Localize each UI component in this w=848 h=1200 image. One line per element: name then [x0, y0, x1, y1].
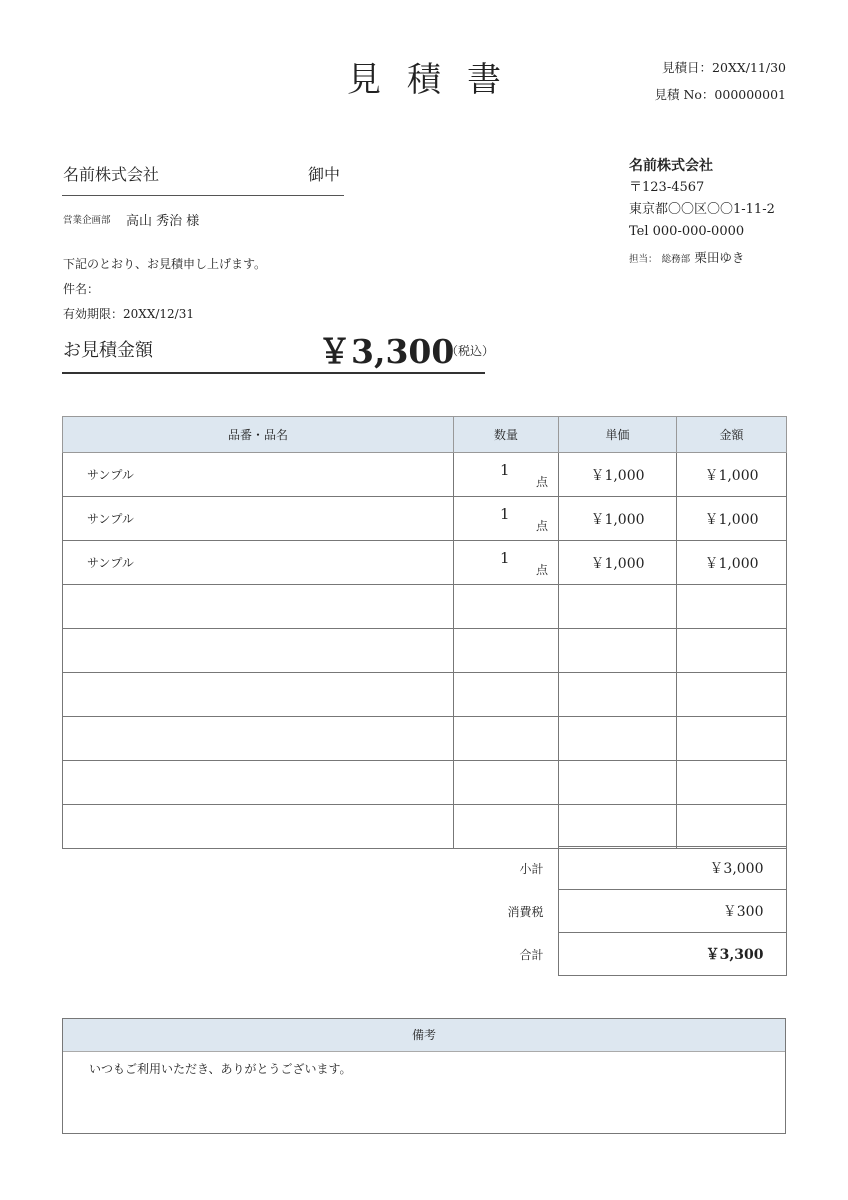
client-person: 高山 秀治 様 [126, 214, 200, 229]
item-unit-price: ￥1,000 [559, 453, 677, 497]
item-amount [677, 805, 787, 849]
issuer-staff [629, 247, 775, 271]
item-quantity-cell [454, 629, 559, 673]
total-tax-note: （税込） [446, 344, 495, 358]
validity [63, 305, 194, 322]
client-department: 営業企画部 [63, 215, 111, 226]
staff-label: 担当： [629, 254, 658, 265]
tax-row [62, 890, 786, 933]
item-quantity-cell [454, 673, 559, 717]
staff-department: 総務部 [661, 254, 691, 265]
header-quantity: 数量 [454, 417, 559, 453]
item-name [63, 629, 454, 673]
estimate-number-value: 000000001 [714, 87, 786, 102]
item-name [63, 673, 454, 717]
item-quantity-cell [454, 585, 559, 629]
remarks-box [62, 1018, 786, 1134]
estimate-date-value: 20XX/11/30 [712, 60, 786, 75]
item-name [63, 585, 454, 629]
estimate-date-label: 見積日： [662, 60, 713, 75]
table-row [63, 497, 787, 541]
issuer-company: 名前株式会社 [629, 158, 713, 174]
item-quantity-cell [454, 805, 559, 849]
item-quantity-cell [454, 453, 559, 497]
item-quantity-cell [454, 497, 559, 541]
item-quantity-cell [454, 761, 559, 805]
remarks-header: 備考 [63, 1019, 785, 1052]
item-unit-price: ￥1,000 [559, 497, 677, 541]
item-quantity: 1 [500, 461, 510, 479]
item-name: サンプル [63, 453, 454, 497]
table-row [63, 761, 787, 805]
item-amount [677, 761, 787, 805]
header-amount: 金額 [677, 417, 787, 453]
issuer-block [629, 155, 775, 271]
item-amount [677, 585, 787, 629]
item-name [63, 761, 454, 805]
item-unit: 点 [536, 475, 549, 489]
table-row [63, 453, 787, 497]
item-unit-price [559, 673, 677, 717]
staff-name: 栗田ゆき [694, 250, 745, 265]
item-name: サンプル [63, 497, 454, 541]
table-row [63, 585, 787, 629]
issuer-postal: 〒123-4567 [629, 180, 705, 195]
client-company: 名前株式会社 [63, 165, 160, 184]
tax-value: ￥300 [558, 890, 786, 933]
subject-label: 件名： [63, 282, 100, 296]
remarks-text: いつもご利用いただき、ありがとうございます。 [89, 1062, 352, 1076]
validity-value: 20XX/12/31 [123, 307, 194, 321]
item-unit-price [559, 585, 677, 629]
item-unit: 点 [536, 519, 549, 533]
subtotal-value: ￥3,000 [558, 847, 786, 890]
header-item: 品番・品名 [63, 417, 454, 453]
document-title: 見積書 [347, 60, 527, 100]
grand-total-label: 合計 [519, 947, 544, 962]
estimate-number [654, 85, 786, 103]
item-quantity: 1 [500, 505, 510, 523]
item-amount: ￥1,000 [677, 497, 787, 541]
validity-label: 有効期限： [63, 307, 124, 321]
total-underline [62, 372, 485, 374]
item-quantity-cell [454, 541, 559, 585]
subtotal-label: 小計 [519, 861, 544, 876]
items-header-row [63, 417, 787, 453]
item-unit-price: ￥1,000 [559, 541, 677, 585]
item-amount [677, 717, 787, 761]
item-unit-price [559, 717, 677, 761]
estimate-number-label: 見積 No： [654, 87, 715, 102]
item-name [63, 717, 454, 761]
grand-total-row [62, 933, 786, 976]
item-unit-price [559, 805, 677, 849]
item-unit-price [559, 761, 677, 805]
item-amount [677, 673, 787, 717]
total-amount: ￥3,300 [318, 332, 455, 371]
item-amount [677, 629, 787, 673]
item-name [63, 805, 454, 849]
grand-total-value: ￥3,300 [558, 933, 786, 976]
items-table [62, 416, 787, 849]
total-label: お見積金額 [63, 340, 153, 361]
issuer-address: 東京都〇〇区〇〇1-11-2 [629, 202, 775, 217]
table-row [63, 673, 787, 717]
intro-message: 下記のとおり、お見積申し上げます。 [63, 257, 267, 271]
table-row [63, 629, 787, 673]
summary-table [62, 846, 787, 976]
item-amount: ￥1,000 [677, 453, 787, 497]
issuer-tel: Tel 000-000-0000 [629, 224, 745, 239]
item-unit-price [559, 629, 677, 673]
item-amount: ￥1,000 [677, 541, 787, 585]
estimate-date [662, 58, 786, 76]
subtotal-row [62, 847, 786, 890]
item-unit: 点 [536, 563, 549, 577]
client-honorific: 御中 [308, 165, 341, 184]
client-underline [62, 195, 344, 196]
table-row [63, 805, 787, 849]
item-name: サンプル [63, 541, 454, 585]
table-row [63, 717, 787, 761]
tax-label: 消費税 [507, 904, 544, 919]
header-unit-price: 単価 [559, 417, 677, 453]
table-row [63, 541, 787, 585]
item-quantity: 1 [500, 549, 510, 567]
item-quantity-cell [454, 717, 559, 761]
